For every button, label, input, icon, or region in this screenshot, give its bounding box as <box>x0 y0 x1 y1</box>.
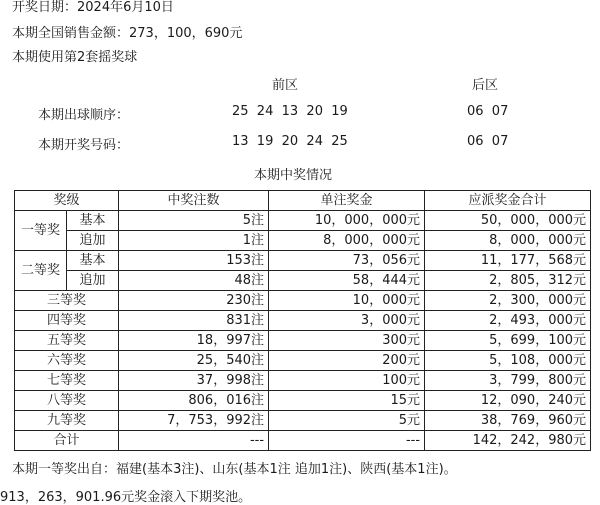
table-row <box>15 211 591 231</box>
level-cell: 四等奖 <box>15 311 119 331</box>
prize-cell: 300元 <box>269 331 425 351</box>
total-cell: 11，177，568元 <box>425 251 591 271</box>
count-cell: 153注 <box>119 251 269 271</box>
winning-numbers-front: 13 19 20 24 25 <box>232 134 348 149</box>
level-cell: 二等奖 <box>15 251 67 291</box>
count-cell: 25，540注 <box>119 351 269 371</box>
table-row <box>15 271 591 291</box>
count-cell: 831注 <box>119 311 269 331</box>
header-prize: 单注奖金 <box>269 191 425 211</box>
prize-cell: 200元 <box>269 351 425 371</box>
sub-level-cell: 追加 <box>67 271 119 291</box>
table-row <box>15 291 591 311</box>
sub-level-cell: 基本 <box>67 211 119 231</box>
header-count: 中奖注数 <box>119 191 269 211</box>
count-cell: 37，998注 <box>119 371 269 391</box>
count-cell: 230注 <box>119 291 269 311</box>
prize-cell: 58，444元 <box>269 271 425 291</box>
count-cell: 48注 <box>119 271 269 291</box>
draw-order-front: 25 24 13 20 19 <box>232 104 348 119</box>
prize-cell: 3，000元 <box>269 311 425 331</box>
level-cell: 八等奖 <box>15 391 119 411</box>
table-total-row <box>15 431 591 451</box>
prize-cell: 100元 <box>269 371 425 391</box>
level-cell: 一等奖 <box>15 211 67 251</box>
table-row <box>15 331 591 351</box>
table-row <box>15 231 591 251</box>
draw-order-back: 06 07 <box>467 104 509 119</box>
total-cell: 2，300，000元 <box>425 291 591 311</box>
total-cell: 2，493，000元 <box>425 311 591 331</box>
table-title: 本期中奖情况 <box>254 168 333 183</box>
total-cell: 5，108，000元 <box>425 351 591 371</box>
ball-set: 本期使用第2套摇奖球 <box>12 50 138 65</box>
table-row <box>15 251 591 271</box>
winning-numbers-label: 本期开奖号码： <box>38 138 130 153</box>
table-row <box>15 391 591 411</box>
table-row <box>15 371 591 391</box>
first-prize-origin: 本期一等奖出自：福建(基本3注)、山东(基本1注 追加1注)、陕西(基本1注)。 <box>12 462 457 477</box>
prize-cell: 73，056元 <box>269 251 425 271</box>
total-cell: 5，699，100元 <box>425 331 591 351</box>
total-cell: 12，090，240元 <box>425 391 591 411</box>
level-cell: 九等奖 <box>15 411 119 431</box>
prize-cell: 10，000元 <box>269 291 425 311</box>
total-cell: 50，000，000元 <box>425 211 591 231</box>
level-cell: 七等奖 <box>15 371 119 391</box>
count-cell: 5注 <box>119 211 269 231</box>
grand-total: 142，242，980元 <box>425 431 591 451</box>
total-cell: 2，805，312元 <box>425 271 591 291</box>
header-total: 应派奖金合计 <box>425 191 591 211</box>
draw-order-label: 本期出球顺序： <box>38 108 130 123</box>
sub-level-cell: 追加 <box>67 231 119 251</box>
total-cell: 8，000，000元 <box>425 231 591 251</box>
prize-cell: 5元 <box>269 411 425 431</box>
prize-table <box>14 190 591 451</box>
front-zone-label: 前区 <box>272 78 299 93</box>
national-sales: 本期全国销售金额：273，100，690元 <box>12 26 243 41</box>
level-cell: 六等奖 <box>15 351 119 371</box>
count-cell: 7，753，992注 <box>119 411 269 431</box>
count-cell: 18，997注 <box>119 331 269 351</box>
sub-level-cell: 基本 <box>67 251 119 271</box>
draw-order-row <box>0 104 600 124</box>
level-cell: 五等奖 <box>15 331 119 351</box>
winning-numbers-back: 06 07 <box>467 134 509 149</box>
level-cell: 三等奖 <box>15 291 119 311</box>
total-cell: 3，799，800元 <box>425 371 591 391</box>
prize-cell: 10，000，000元 <box>269 211 425 231</box>
table-row <box>15 411 591 431</box>
prize-cell: 8，000，000元 <box>269 231 425 251</box>
table-header-row <box>15 191 591 211</box>
rollover-note: 913，263，901.96元奖金滚入下期奖池。 <box>0 490 252 505</box>
count-cell: 806，016注 <box>119 391 269 411</box>
total-cell: 38，769，960元 <box>425 411 591 431</box>
total-count: --- <box>119 431 269 451</box>
table-row <box>15 311 591 331</box>
table-row <box>15 351 591 371</box>
count-cell: 1注 <box>119 231 269 251</box>
total-prize: --- <box>269 431 425 451</box>
header-level: 奖级 <box>15 191 119 211</box>
back-zone-label: 后区 <box>472 78 499 93</box>
draw-date: 开奖日期：2024年6月10日 <box>12 0 174 15</box>
total-label: 合计 <box>15 431 119 451</box>
winning-numbers-row <box>0 134 600 154</box>
prize-cell: 15元 <box>269 391 425 411</box>
